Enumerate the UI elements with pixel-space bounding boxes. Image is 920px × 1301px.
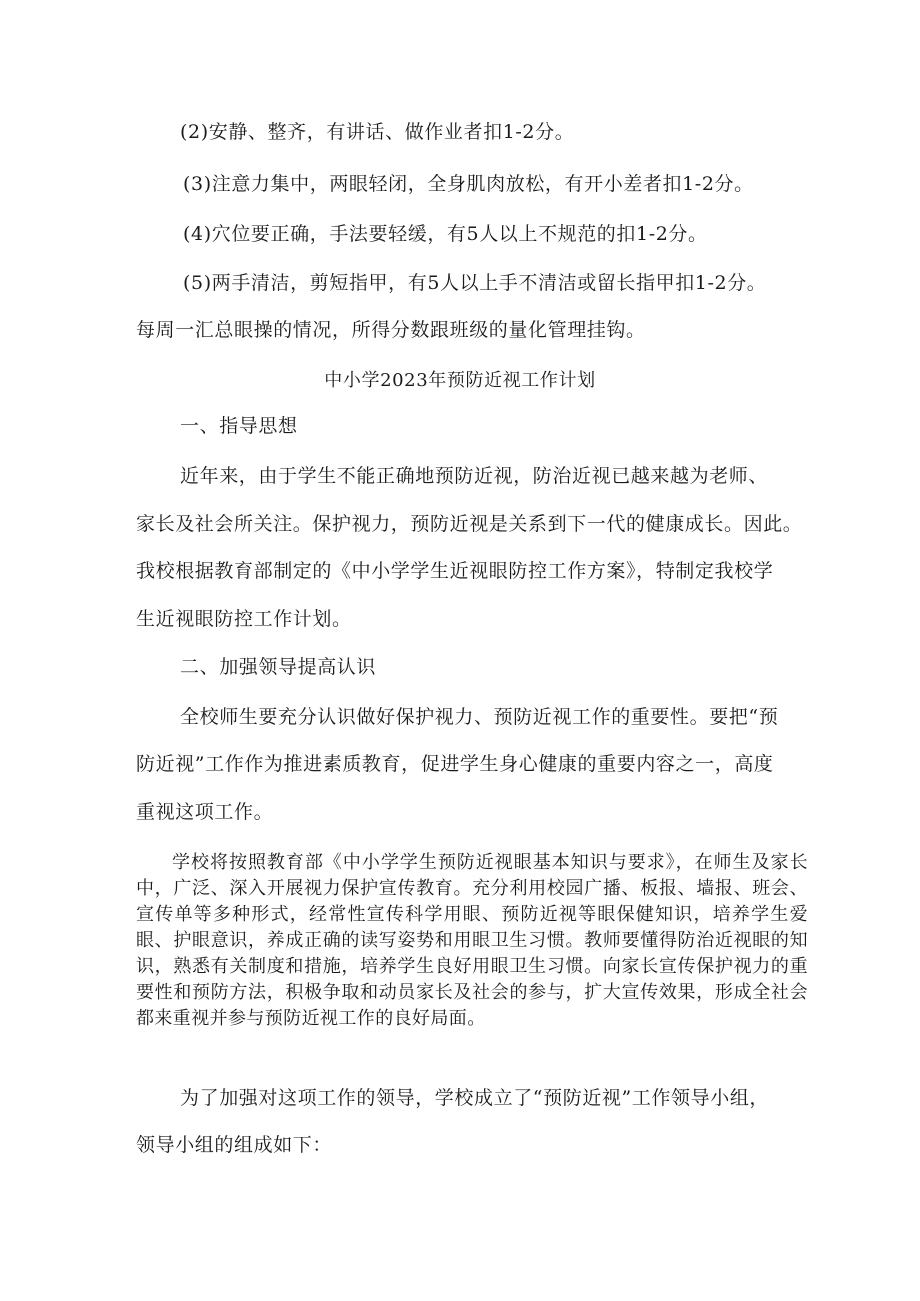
rule-2: (2)安静、整齐，有讲话、做作业者扣1-2分。 xyxy=(180,121,575,143)
rule-4: (4)穴位要正确，手法要轻缓，有5人以上不规范的扣1-2分。 xyxy=(183,223,708,245)
leadership-line: 为了加强对这项工作的领导，学校成立了“预防近视”工作领导小组， xyxy=(180,1087,770,1109)
section2-line: 防近视”工作作为推进素质教育，促进学生身心健康的重要内容之一，高度 xyxy=(136,753,774,775)
rule-5: (5)两手清洁，剪短指甲，有5人以上手不清洁或留长指甲扣1-2分。 xyxy=(183,272,767,294)
section1-line: 家长及社会所关注。保护视力，预防近视是关系到下一代的健康成长。因此。 xyxy=(136,513,803,535)
section1-heading: 一、指导思想 xyxy=(180,415,298,437)
section1-line: 近年来，由于学生不能正确地预防近视，防治近视已越来越为老师、 xyxy=(180,465,769,487)
document-title: 中小学2023年预防近视工作计划 xyxy=(324,370,596,391)
leadership-line: 领导小组的组成如下： xyxy=(136,1134,333,1156)
section2-line: 全校师生要充分认识做好保护视力、预防近视工作的重要性。要把“预 xyxy=(180,706,779,728)
rule-3: (3)注意力集中，两眼轻闭，全身肌肉放松，有开小差者扣1-2分。 xyxy=(183,173,754,195)
publicity-paragraph: 学校将按照教育部《中小学学生预防近视眼基本知识与要求》，在师生及家长中，广泛、深入开展视力保护宣传教育。充分利用校园广播、板报、墙报、班会、宣传单等多种形式，经常性宣传科学用眼、预防近视等眼保健知识，培养学生爱眼、护眼意识，养成正确的读写姿势和用眼卫生习惯。教师要懂得防治近视眼的知识，熟悉有关制度和措施，培养学生良好用眼卫生习惯。向家长宣传保护视力的重要性和预防方法，积极争取和动员家长及社会的参与，扩大宣传效果，形成全社会都来重视并参与预防近视工作的良好局面。 xyxy=(136,852,808,1029)
section1-line: 我校根据教育部制定的《中小学学生近视眼防控工作方案》，特制定我校学 xyxy=(136,560,774,582)
section2-line: 重视这项工作。 xyxy=(136,801,274,823)
section1-line: 生近视眼防控工作计划。 xyxy=(136,608,352,630)
rule-summary: 每周一汇总眼操的情况，所得分数跟班级的量化管理挂钩。 xyxy=(136,319,646,341)
section2-heading: 二、加强领导提高认识 xyxy=(180,656,377,678)
